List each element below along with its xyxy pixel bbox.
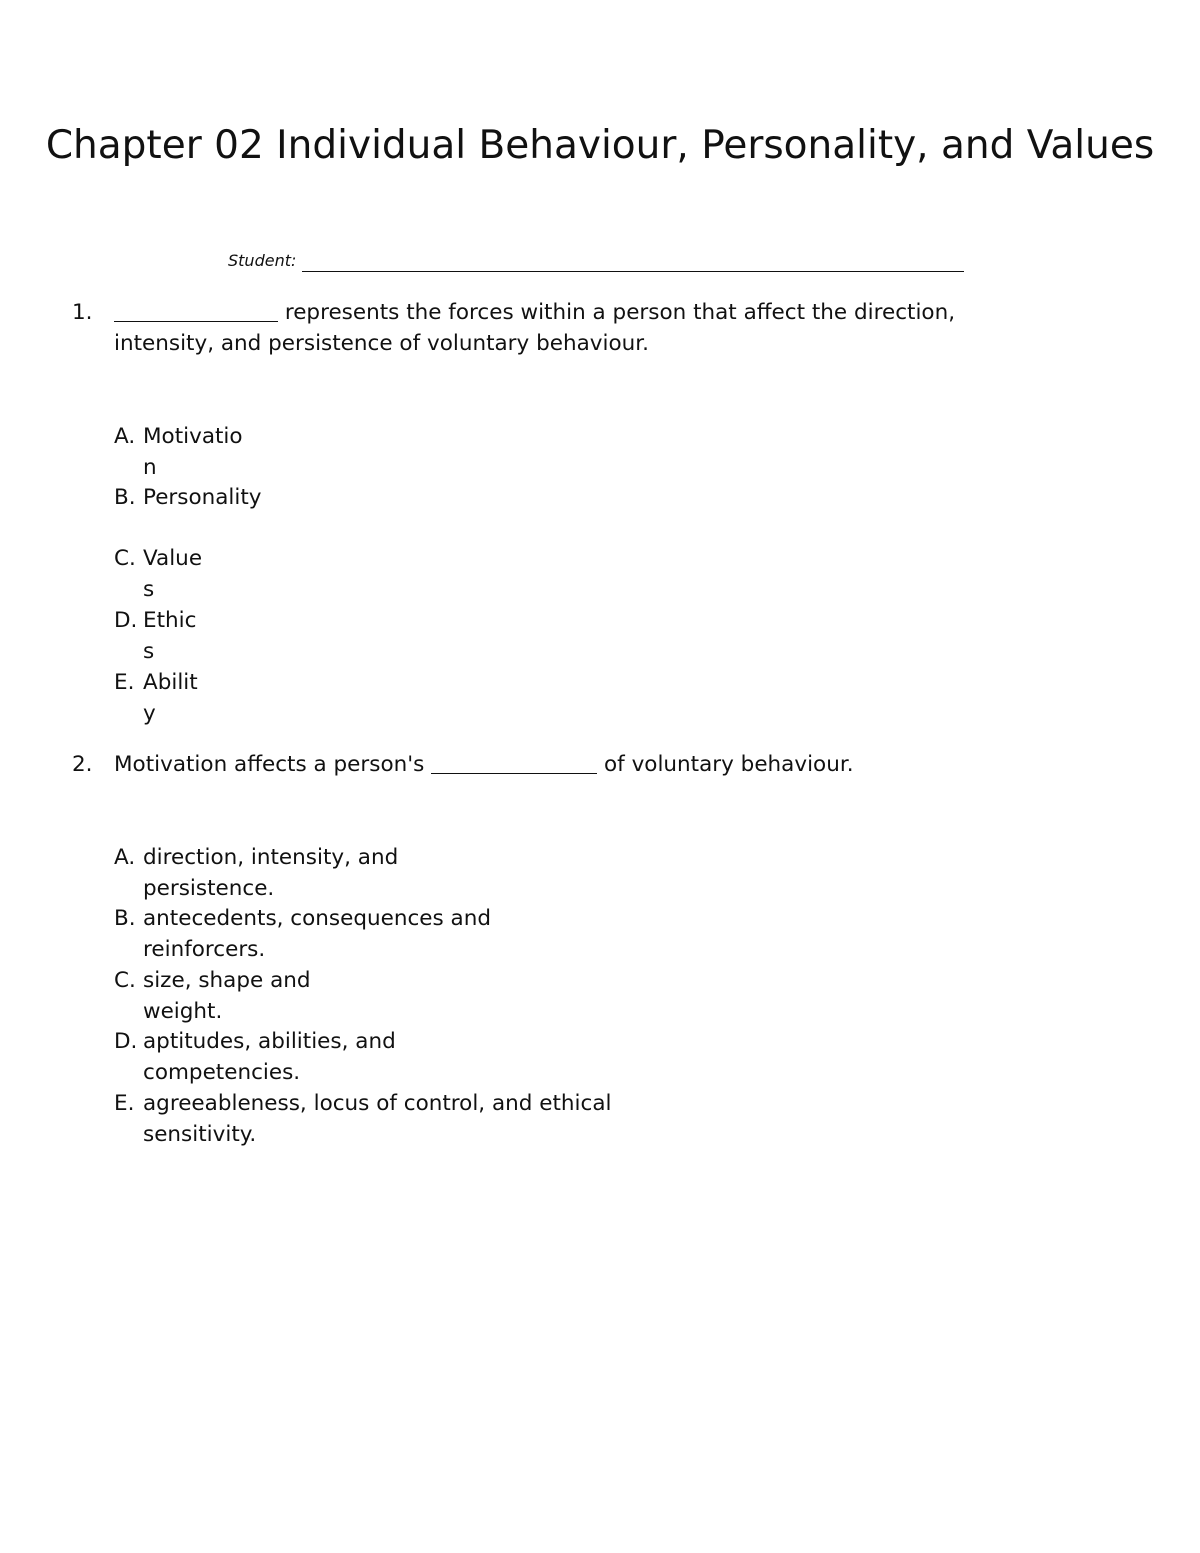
question-number: 1. <box>72 300 93 325</box>
student-label: Student: <box>228 251 297 270</box>
choice-text-line: sensitivity. <box>143 1122 257 1147</box>
choice-text <box>143 842 398 904</box>
choice-text-line: weight. <box>143 999 223 1024</box>
choice-text-line: agreeableness, locus of control, and ethical <box>143 1091 612 1116</box>
choice-text-line: competencies. <box>143 1060 301 1085</box>
choice-letter: D. <box>114 608 138 633</box>
choice-letter: B. <box>114 906 136 931</box>
choice-text-line: direction, intensity, and <box>143 845 399 870</box>
choice-letter: A. <box>114 845 136 870</box>
choice-text <box>143 1088 611 1150</box>
choice-text: Ability <box>143 670 198 726</box>
choice-letter: D. <box>114 1029 138 1054</box>
choice-letter: B. <box>114 485 136 510</box>
choice-text-line: aptitudes, abilities, and <box>143 1029 396 1054</box>
student-name-line[interactable] <box>302 251 964 272</box>
choice-text-line: antecedents, consequences and <box>143 906 491 931</box>
question-text <box>114 297 1044 359</box>
question-text-part: Motivation affects a person's <box>114 752 432 777</box>
question-text <box>114 749 1044 780</box>
choice-text: Ethics <box>143 608 197 664</box>
choice-text <box>143 1026 396 1088</box>
choice-text: Motivation <box>143 424 243 480</box>
choice-letter: C. <box>114 968 136 993</box>
choice-letter: A. <box>114 424 136 449</box>
answer-blank <box>431 751 597 774</box>
choice-text <box>143 965 311 1027</box>
choice-letter: C. <box>114 546 136 571</box>
choice-letter: E. <box>114 1091 135 1116</box>
choice-text: Personality <box>143 485 262 510</box>
question-text-part: of voluntary behaviour. <box>597 752 854 777</box>
choice-letter: E. <box>114 670 135 695</box>
student-field <box>228 250 964 272</box>
choice-text: Values <box>143 546 203 602</box>
choice-text-line: size, shape and <box>143 968 311 993</box>
answer-blank <box>114 299 278 322</box>
choice-text-line: persistence. <box>143 876 275 901</box>
choice-text <box>143 903 491 965</box>
question-text-part: represents the forces within a person that affect the direction, intensity, and persistence of voluntary behaviour. <box>114 300 956 356</box>
page-title: Chapter 02 Individual Behaviour, Personality, and Values <box>45 123 1155 168</box>
choice-text-line: reinforcers. <box>143 937 266 962</box>
question-number: 2. <box>72 752 93 777</box>
